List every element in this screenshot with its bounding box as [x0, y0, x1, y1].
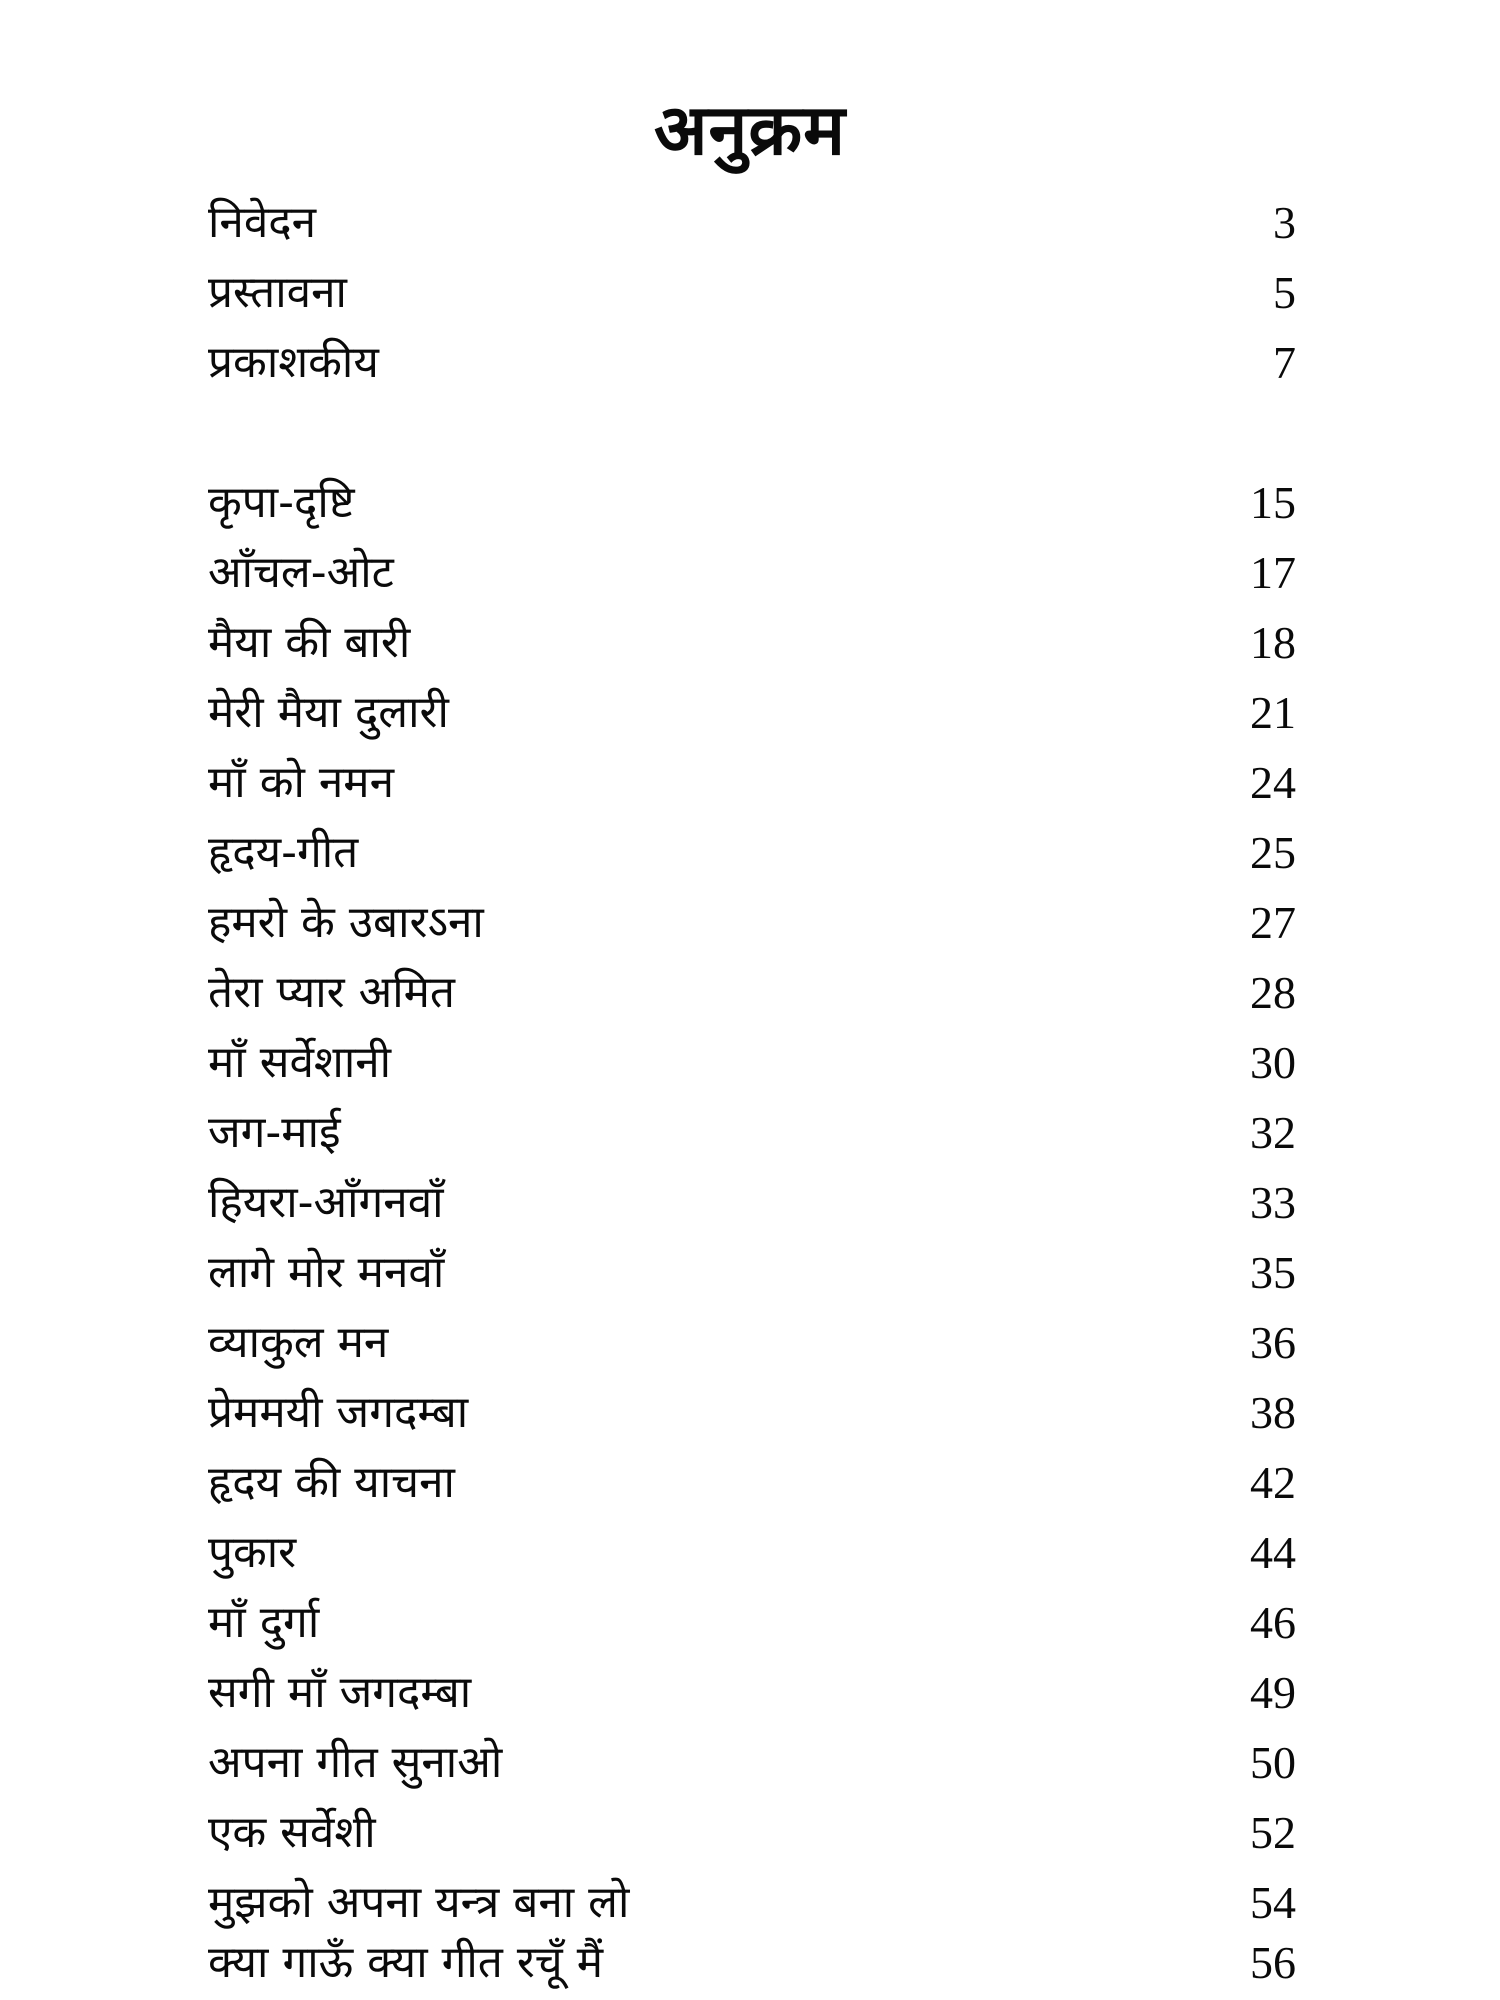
- toc-entry: [208, 888, 1296, 958]
- toc-entry: [208, 1238, 1296, 1308]
- toc-entry-page: 35: [1250, 1247, 1296, 1298]
- toc-entry-title: पुकार: [208, 1527, 297, 1578]
- toc-entry-page: 32: [1250, 1107, 1296, 1158]
- toc-entry-title: हृदय की याचना: [208, 1457, 455, 1508]
- toc-entry-page: 49: [1250, 1667, 1296, 1718]
- toc-entry-page: 21: [1250, 687, 1296, 738]
- page-title: अनुक्रम: [654, 88, 846, 171]
- toc-entry: [208, 1378, 1296, 1448]
- toc-entry: [208, 1308, 1296, 1378]
- toc-entry: [208, 1448, 1296, 1518]
- toc-entry-page: 25: [1250, 827, 1296, 878]
- toc-entry: [208, 188, 1296, 258]
- toc-entry-page: 7: [1273, 337, 1296, 388]
- toc-entry: [208, 958, 1296, 1028]
- toc-entry-page: 33: [1250, 1177, 1296, 1228]
- toc-entry: [208, 818, 1296, 888]
- toc-entry-page: 50: [1250, 1737, 1296, 1788]
- toc-entry-title: तेरा प्यार अमित: [208, 967, 456, 1018]
- toc-entry-title: माँ को नमन: [208, 757, 395, 808]
- toc-entry-page: 42: [1250, 1457, 1296, 1508]
- toc-entry: [208, 1928, 1296, 1998]
- toc-entry-title: मुझको अपना यन्त्र बना लो: [208, 1877, 630, 1928]
- toc-entry-title: लागे मोर मनवाँ: [208, 1247, 445, 1298]
- toc-entry-title: आँचल-ओट: [208, 547, 394, 598]
- toc-entry-title: मैया की बारी: [208, 617, 411, 668]
- toc-entry-page: 28: [1250, 967, 1296, 1018]
- toc-entry-title: हृदय-गीत: [208, 827, 359, 878]
- toc-entry: [208, 1168, 1296, 1238]
- toc-entry-page: 46: [1250, 1597, 1296, 1648]
- toc-entry-title: हमरो के उबारऽना: [208, 897, 484, 948]
- toc-entry: [208, 328, 1296, 398]
- toc-entry-title: प्रस्तावना: [208, 267, 347, 318]
- toc-entry-title: निवेदन: [208, 197, 317, 248]
- toc-entry: [208, 748, 1296, 818]
- toc-entry-title: मेरी मैया दुलारी: [208, 687, 449, 738]
- toc-entry: [208, 1588, 1296, 1658]
- toc-entry-page: 36: [1250, 1317, 1296, 1368]
- toc-entry-page: 54: [1250, 1877, 1296, 1928]
- toc-entry-title: माँ सर्वेशानी: [208, 1037, 392, 1088]
- toc-entry-page: 18: [1250, 617, 1296, 668]
- toc-entry: [208, 1028, 1296, 1098]
- toc-entry-title: कृपा-दृष्टि: [208, 477, 355, 528]
- toc-entry-page: 17: [1250, 547, 1296, 598]
- toc-entry-page: 27: [1250, 897, 1296, 948]
- toc-entry-title: माँ दुर्गा: [208, 1597, 320, 1648]
- toc-entry-title: व्याकुल मन: [208, 1317, 389, 1368]
- toc-entry-title: अपना गीत सुनाओ: [208, 1737, 503, 1788]
- toc-entry-page: 38: [1250, 1387, 1296, 1438]
- toc-entry: [208, 1798, 1296, 1868]
- toc-entry-page: 24: [1250, 757, 1296, 808]
- toc-entry: [208, 608, 1296, 678]
- toc-entry-page: 15: [1250, 477, 1296, 528]
- toc-entry: [208, 1728, 1296, 1798]
- toc-entry-page: 44: [1250, 1527, 1296, 1578]
- toc-entry-title: क्या गाऊँ क्या गीत रचूँ मैं: [208, 1937, 604, 1988]
- toc-entry-title: हियरा-आँगनवाँ: [208, 1177, 444, 1228]
- toc-entry: [208, 678, 1296, 748]
- toc-entry: [208, 258, 1296, 328]
- toc-entry: [208, 538, 1296, 608]
- toc-entry-page: 5: [1273, 267, 1296, 318]
- toc-entry-title: एक सर्वेशी: [208, 1807, 376, 1858]
- toc-entry: [208, 468, 1296, 538]
- toc-entry-title: प्रकाशकीय: [208, 337, 379, 388]
- toc-entry: [208, 1518, 1296, 1588]
- toc-entry-page: 3: [1273, 197, 1296, 248]
- toc-entry-title: सगी माँ जगदम्बा: [208, 1667, 472, 1718]
- toc-entry-page: 52: [1250, 1807, 1296, 1858]
- toc-entry-page: 30: [1250, 1037, 1296, 1088]
- toc-entry-page: 56: [1250, 1937, 1296, 1988]
- toc-entry-title: प्रेममयी जगदम्बा: [208, 1387, 469, 1438]
- toc-entry-title: जग-माई: [208, 1107, 341, 1158]
- toc-entry: [208, 1658, 1296, 1728]
- toc-entry: [208, 1098, 1296, 1168]
